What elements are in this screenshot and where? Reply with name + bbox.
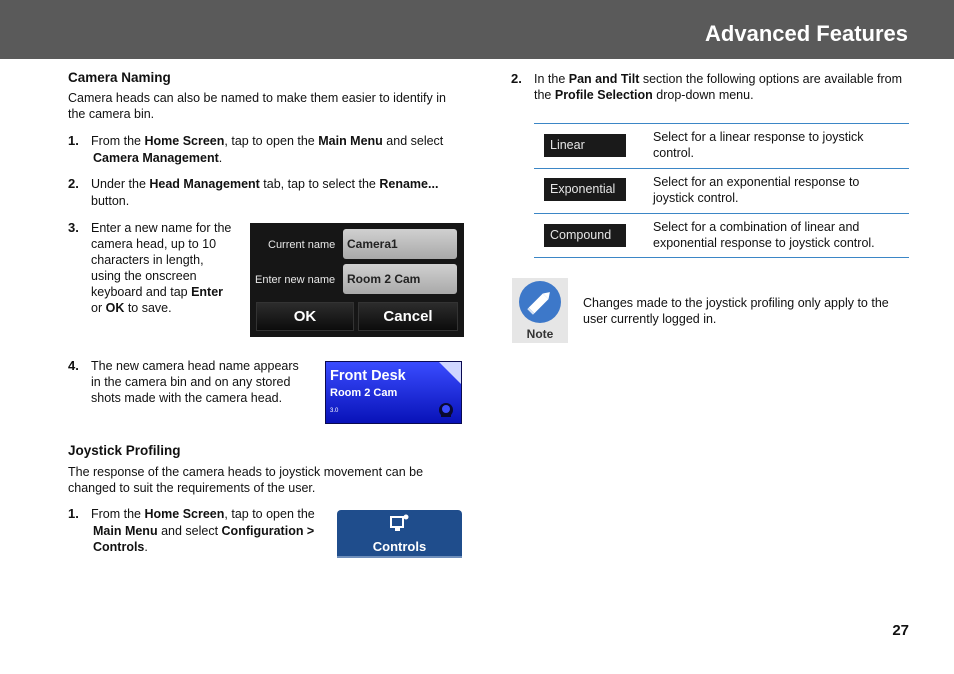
joystick-profiling-heading: Joystick Profiling	[68, 443, 181, 458]
option-linear-description	[653, 129, 898, 161]
option-exponential-description	[653, 174, 898, 206]
joystick-step1-line3: Controls.	[93, 540, 148, 554]
step-number: 2.	[511, 71, 522, 86]
step2-text-line2: button.	[91, 194, 130, 208]
option-desc-line: control.	[653, 146, 694, 160]
step-number: 2.	[68, 176, 79, 191]
step2-text-line1: Under the Head Management tab, tap to select the Rename...	[91, 177, 439, 191]
option-desc-line: Select for a linear response to joystick	[653, 130, 864, 144]
page-title: Advanced Features	[705, 21, 908, 46]
option-desc-line: joystick control.	[653, 191, 739, 205]
camera-naming-heading: Camera Naming	[68, 70, 171, 85]
table-rule	[534, 123, 909, 124]
profile-option-linear[interactable]: Linear	[544, 134, 626, 157]
new-name-label: Enter new name	[255, 274, 336, 286]
note-text-line1: Changes made to the joystick profiling only apply to the	[583, 296, 889, 310]
step-number: 3.	[68, 220, 79, 235]
page-number: 27	[892, 622, 909, 639]
option-desc-line: Select for a combination of linear and	[653, 220, 860, 234]
current-name-field: Camera1	[343, 229, 457, 259]
note-callout	[512, 278, 568, 343]
step4-text-line1: The new camera head name appears	[91, 359, 299, 373]
camera-naming-intro-line1: Camera heads can also be named to make them easier to identify in	[68, 91, 446, 105]
camera-tile[interactable]	[325, 361, 462, 424]
step-number: 1.	[68, 506, 79, 521]
step3-text-line2: camera head, up to 10	[91, 237, 217, 251]
cancel-button[interactable]: Cancel	[358, 302, 458, 331]
camera-head-icon	[438, 402, 454, 418]
joystick-intro-line1: The response of the camera heads to joystick movement can be	[68, 465, 424, 479]
right-step2-line1: In the Pan and Tilt section the following options are available from	[534, 72, 903, 86]
step4-text-line2: in the camera bin and on any stored	[91, 375, 291, 389]
controls-button-label: Controls	[372, 539, 427, 554]
option-desc-line: Select for an exponential response to	[653, 175, 860, 189]
table-rule	[534, 168, 909, 169]
step-number: 4.	[68, 358, 79, 373]
controls-icon	[389, 514, 409, 532]
ok-button[interactable]: OK	[256, 302, 354, 331]
new-name-input[interactable]: Room 2 Cam	[343, 264, 457, 294]
table-rule	[534, 257, 909, 258]
step4-text-line3: shots made with the camera head.	[91, 391, 283, 405]
step3-text-line6: or OK to save.	[91, 301, 172, 315]
current-name-label: Current name	[268, 239, 336, 251]
profile-option-compound[interactable]: Compound	[544, 224, 626, 247]
joystick-step1-line1: From the Home Screen, tap to open the	[91, 507, 315, 521]
pencil-icon	[518, 280, 562, 324]
step3-text-line3: characters in length,	[91, 253, 204, 267]
step3-text-line1: Enter a new name for the	[91, 221, 232, 235]
page-header	[0, 0, 954, 59]
camera-naming-intro-line2: the camera bin.	[68, 107, 155, 121]
tile-corner-marker	[439, 362, 461, 384]
joystick-intro-line2: changed to suit the requirements of the user.	[68, 481, 316, 495]
step-number: 1.	[68, 133, 79, 148]
camera-tile-version: 3.0	[330, 408, 339, 414]
note-text-line2: user currently logged in.	[583, 312, 717, 326]
step1-text-line1: From the Home Screen, tap to open the Main Menu and select	[91, 134, 444, 148]
joystick-step1-line2: Main Menu and select Configuration >	[93, 524, 315, 538]
profile-option-exponential[interactable]: Exponential	[544, 178, 626, 201]
note-label: Note	[526, 327, 554, 341]
table-rule	[534, 213, 909, 214]
camera-tile-title: Front Desk	[330, 368, 406, 384]
option-desc-line: exponential response to joystick control.	[653, 236, 875, 250]
step1-text-line2: Camera Management.	[93, 151, 223, 165]
camera-tile-subtitle: Room 2 Cam	[330, 387, 398, 399]
rename-dialog	[250, 223, 464, 337]
right-step2-line2: the Profile Selection drop-down menu.	[534, 88, 754, 102]
step3-text-line5: keyboard and tap Enter	[91, 285, 224, 299]
option-compound-description	[653, 219, 898, 251]
step3-text-line4: using the onscreen	[91, 269, 197, 283]
controls-button[interactable]	[337, 510, 462, 558]
